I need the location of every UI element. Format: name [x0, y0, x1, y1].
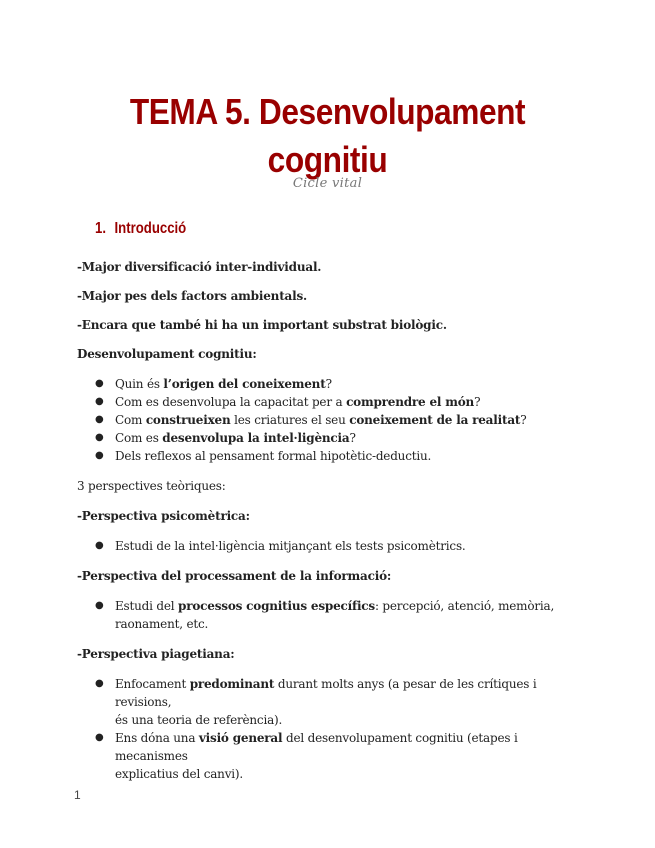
- document-body: [77, 220, 577, 783]
- page-title: [92, 88, 563, 184]
- bold-text: processos cognitius específics: [178, 599, 375, 613]
- bold-text: visió general: [198, 731, 283, 745]
- title-line-2: cognitiu: [267, 139, 388, 180]
- list-item: ● Com es desenvolupa la capacitat per a comprendre el món?: [95, 395, 481, 409]
- page-number: 1: [74, 788, 81, 802]
- dev-list: [77, 375, 577, 465]
- bold-text: coneixement de la realitat: [349, 413, 521, 427]
- list-item: ● Estudi del processos cognitius específics: percepció, atenció, memòria, raonament, etc.: [95, 599, 555, 631]
- intro-point-1: -Major diversificació inter-individual.: [77, 260, 322, 274]
- bold-text: l’origen del coneixement: [163, 377, 326, 391]
- list-item: ● Quin és l’origen del coneixement?: [95, 377, 332, 391]
- section-heading: [95, 220, 505, 240]
- bullet-icon: ●: [95, 414, 104, 425]
- bullet-icon: ●: [95, 432, 104, 443]
- bold-text: construeixen: [145, 413, 231, 427]
- persp2-heading: -Perspectiva del processament de la informació:: [77, 569, 392, 583]
- bullet-icon: ●: [95, 378, 104, 389]
- list-item: ● Com construeixen les criatures el seu coneixement de la realitat?: [95, 413, 527, 427]
- intro-point-2: -Major pes dels factors ambientals.: [77, 289, 308, 303]
- intro-point-3: -Encara que també hi ha un important substrat biològic.: [77, 318, 447, 332]
- bullet-icon: ●: [95, 600, 104, 611]
- title-line-1: TEMA 5. Desenvolupament: [129, 91, 526, 132]
- list-item: ● Ens dóna una visió general del desenvolupament cognitiu (etapes i mecanismes explicatius del canvi).: [95, 731, 518, 781]
- section-number: 1.: [95, 220, 106, 237]
- bold-text: comprendre el món: [346, 395, 475, 409]
- perspectives-intro: 3 perspectives teòriques:: [77, 479, 226, 493]
- dev-heading: Desenvolupament cognitiu:: [77, 347, 257, 361]
- list-item: ● Estudi de la intel·ligència mitjançant els tests psicomètrics.: [95, 539, 466, 553]
- bold-text: desenvolupa la intel·ligència: [162, 431, 350, 445]
- list-item: ● Com es desenvolupa la intel·ligència?: [95, 431, 356, 445]
- bullet-icon: ●: [95, 396, 104, 407]
- bold-text: predominant: [189, 677, 275, 691]
- bullet-icon: ●: [95, 732, 104, 743]
- list-item: ● Enfocament predominant durant molts anys (a pesar de les crítiques i revisions, és una teoria de referència).: [95, 677, 537, 727]
- subtitle: Cicle vital: [292, 176, 363, 191]
- persp1-heading: -Perspectiva psicomètrica:: [77, 509, 250, 523]
- bullet-icon: ●: [95, 678, 104, 689]
- persp3-heading: -Perspectiva piagetiana:: [77, 647, 235, 661]
- persp1-list: [77, 537, 577, 555]
- bullet-icon: ●: [95, 450, 104, 461]
- persp3-list: [77, 675, 577, 783]
- persp2-list: [77, 597, 577, 633]
- section-title: Introducció: [114, 220, 187, 237]
- bullet-icon: ●: [95, 540, 104, 551]
- list-item: ● Dels reflexos al pensament formal hipotètic-deductiu.: [95, 449, 432, 463]
